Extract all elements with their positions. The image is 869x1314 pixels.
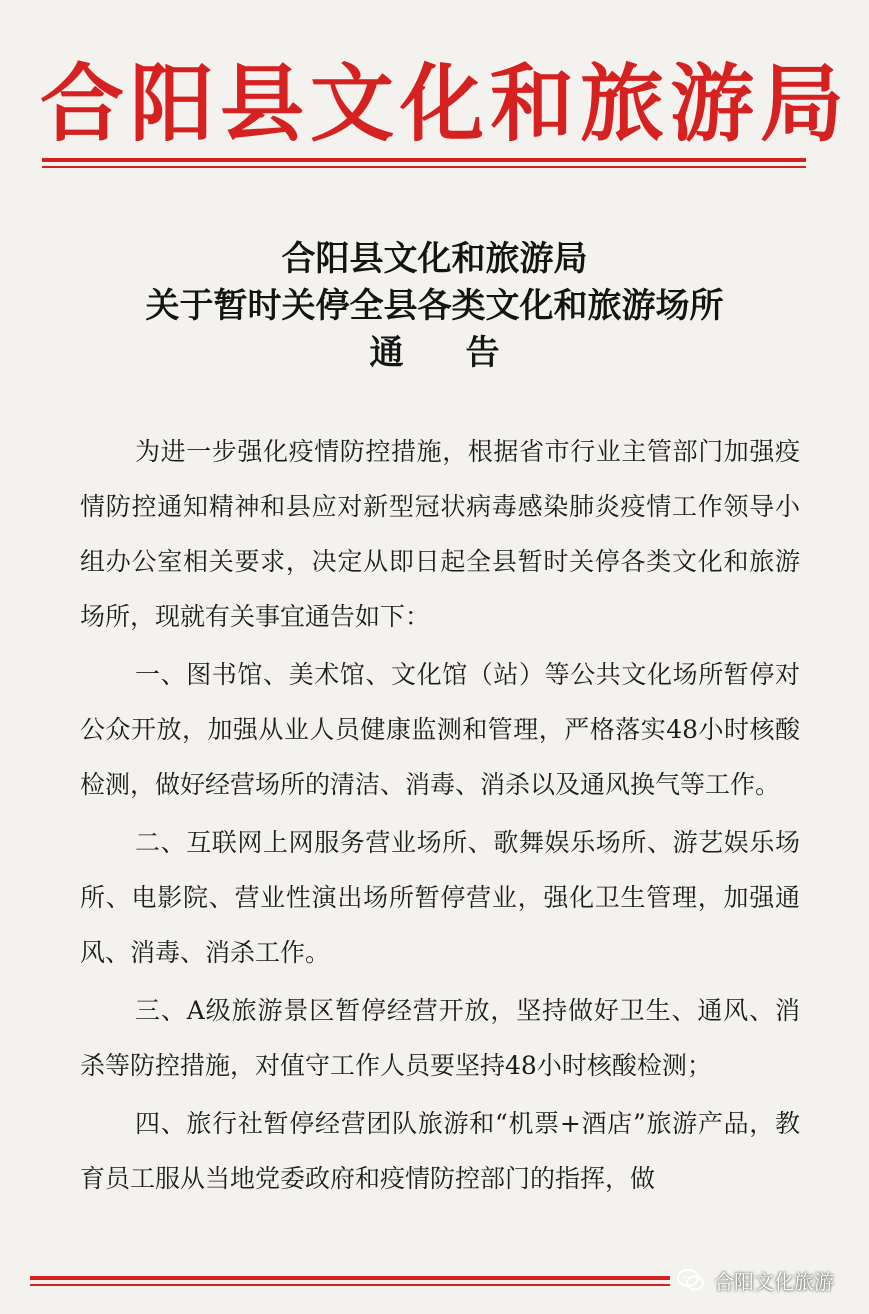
notice-title-line1: 合阳县文化和旅游局 <box>281 239 588 279</box>
item-paragraph-4: 四、旅行社暂停经营团队旅游和“机票+酒店”旅游产品，教育员工服从当地党委政府和疫情防控部门的指挥，做 <box>80 1109 800 1193</box>
item-paragraph-2: 二、互联网上网服务营业场所、歌舞娱乐场所、游艺娱乐场所、电影院、营业性演出场所暂停营业，强化卫生管理，加强通风、消毒、消杀工作。 <box>80 828 800 967</box>
notice-body <box>80 424 800 1209</box>
masthead-rule-thin <box>42 166 806 168</box>
footer-rule-thick <box>30 1276 670 1280</box>
notice-title-line2: 关于暂时关停全县各类文化和旅游场所 <box>145 286 724 326</box>
notice-title <box>0 236 869 377</box>
watermark-text: 合阳文化旅游 <box>714 1269 834 1294</box>
item-paragraph-3: 三、A级旅游景区暂停经营开放，坚持做好卫生、通风、消杀等防控措施，对值守工作人员要坚持48小时核酸检测； <box>80 996 800 1080</box>
footer-rule-thin <box>30 1284 670 1286</box>
item-paragraph-1: 一、图书馆、美术馆、文化馆（站）等公共文化场所暂停对公众开放，加强从业人员健康监测和管理，严格落实48小时核酸检测，做好经营场所的清洁、消毒、消杀以及通风换气等工作。 <box>80 660 800 799</box>
wechat-watermark <box>676 1262 834 1298</box>
intro-paragraph: 为进一步强化疫情防控措施，根据省市行业主管部门加强疫情防控通知精神和县应对新型冠状病毒感染肺炎疫情工作领导小组办公室相关要求，决定从即日起全县暂时关停各类文化和旅游场所，现就有关事宜通告如下： <box>80 437 800 631</box>
wechat-icon <box>676 1268 706 1292</box>
masthead-rule-thick <box>42 158 806 162</box>
notice-title-line3: 通告 <box>369 333 562 373</box>
masthead-title: 合阳县文化和旅游局 <box>40 54 851 153</box>
